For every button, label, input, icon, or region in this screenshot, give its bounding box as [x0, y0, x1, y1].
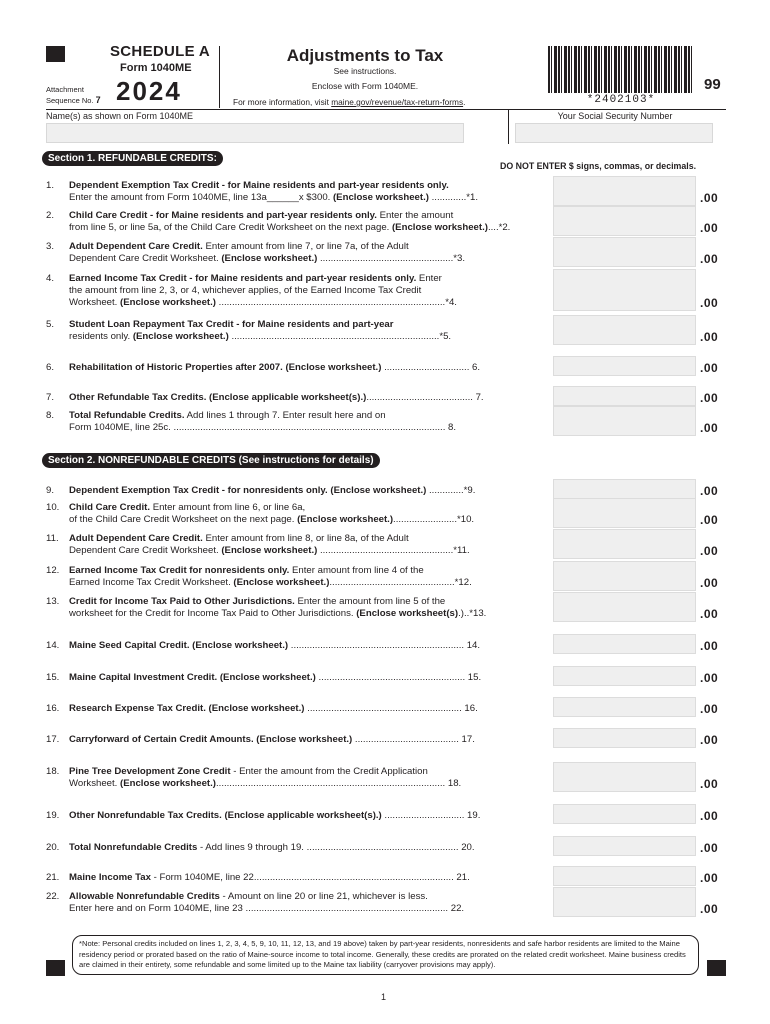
- registration-mark-bottom-left: [46, 960, 65, 976]
- amount-field-line-20[interactable]: [553, 836, 696, 856]
- line-number: 9.: [46, 485, 55, 496]
- line-text: Maine Seed Capital Credit. (Enclose worksheet.) ................................................................. 14.: [69, 640, 481, 651]
- amount-field-line-19[interactable]: [553, 804, 696, 824]
- amount-field-line-7[interactable]: [553, 386, 696, 406]
- barcode: [548, 46, 694, 93]
- line-text: Pine Tree Development Zone Credit - Enter the amount from the Credit Application: [69, 766, 428, 777]
- cents-label: .00: [700, 777, 719, 791]
- names-ssn-divider: [508, 110, 509, 144]
- amount-field-line-2[interactable]: [553, 206, 696, 236]
- line-number: 3.: [46, 241, 55, 252]
- line-text: Adult Dependent Care Credit. Enter amount from line 7, or line 7a, of the Adult: [69, 241, 409, 252]
- revenue-link[interactable]: maine.gov/revenue/tax-return-forms: [331, 97, 464, 107]
- line-text: Worksheet. (Enclose worksheet.) .....................................................................................*4.: [69, 297, 457, 308]
- line-text: of the Child Care Credit Worksheet on the next page. (Enclose worksheet.)........................*10.: [69, 514, 475, 525]
- line-number: 19.: [46, 810, 60, 821]
- ssn-field[interactable]: [515, 123, 713, 143]
- cents-label: .00: [700, 607, 719, 621]
- line-number: 8.: [46, 410, 55, 421]
- line-text: Other Nonrefundable Tax Credits. (Enclose applicable worksheet(s).) .............................. 19.: [69, 810, 481, 821]
- line-number: 7.: [46, 392, 55, 403]
- line-number: 22.: [46, 891, 60, 902]
- line-number: 1.: [46, 180, 55, 191]
- line-text: Enter the amount from Form 1040ME, line 13a______x $300. (Enclose worksheet.) .............*1.: [69, 192, 479, 203]
- cents-label: .00: [700, 809, 719, 823]
- line-text: residents only. (Enclose worksheet.) ..............................................................................*5.: [69, 331, 452, 342]
- line-number: 13.: [46, 596, 60, 607]
- line-text: Total Nonrefundable Credits - Add lines 9 through 19. ......................................................... 20.: [69, 842, 475, 853]
- line-text: Dependent Exemption Tax Credit - for nonresidents only. (Enclose worksheet.) .............*9.: [69, 485, 476, 496]
- cents-label: .00: [700, 513, 719, 527]
- cents-label: .00: [700, 391, 719, 405]
- header-rule: [46, 109, 726, 110]
- attachment-label: Attachment: [46, 85, 84, 94]
- amount-field-line-8[interactable]: [553, 406, 696, 436]
- line-text: Earned Income Tax Credit for nonresidents only. Enter amount from line 4 of the: [69, 565, 424, 576]
- tax-year: 2024: [116, 76, 182, 106]
- line-text: Student Loan Repayment Tax Credit - for Maine residents and part-year: [69, 319, 394, 330]
- line-number: 5.: [46, 319, 55, 330]
- amount-field-line-14[interactable]: [553, 634, 696, 654]
- line-number: 12.: [46, 565, 60, 576]
- see-instructions-text: See instructions.: [333, 66, 397, 76]
- more-info-text: [233, 97, 465, 107]
- amount-field-line-13[interactable]: [553, 592, 696, 622]
- line-text: Adult Dependent Care Credit. Enter amount from line 8, or line 8a, of the Adult: [69, 533, 409, 544]
- amount-field-line-22[interactable]: [553, 887, 696, 917]
- line-number: 18.: [46, 766, 60, 777]
- form-code: 99: [704, 76, 721, 93]
- registration-mark-top-left: [46, 46, 65, 62]
- cents-label: .00: [700, 841, 719, 855]
- page-number: 1: [381, 992, 387, 1002]
- amount-field-line-18[interactable]: [553, 762, 696, 792]
- ssn-label: Your Social Security Number: [557, 111, 673, 121]
- line-text: Child Care Credit - for Maine residents and part-year residents only. Enter the amount: [69, 210, 454, 221]
- line-text: Carryforward of Certain Credit Amounts. (Enclose worksheet.) ....................................... 17.: [69, 734, 475, 745]
- line-text: Dependent Exemption Tax Credit - for Maine residents and part-year residents only.: [69, 180, 449, 191]
- cents-label: .00: [700, 639, 719, 653]
- line-number: 11.: [46, 533, 59, 544]
- amount-field-line-15[interactable]: [553, 666, 696, 686]
- footnote-box: [72, 935, 699, 975]
- line-text: Dependent Care Credit Worksheet. (Enclose worksheet.) ..................................................*11.: [69, 545, 470, 556]
- section2-heading: Section 2. NONREFUNDABLE CREDITS (See instructions for details): [42, 453, 380, 468]
- line-text: Rehabilitation of Historic Properties after 2007. (Enclose worksheet.) ................................ 6.: [69, 362, 481, 373]
- line-text: Enter here and on Form 1040ME, line 23 ............................................................................ 22.: [69, 903, 465, 914]
- more-info-suffix: .: [463, 97, 466, 107]
- amount-field-line-17[interactable]: [553, 728, 696, 748]
- line-text: Total Refundable Credits. Add lines 1 through 7. Enter result here and on: [69, 410, 386, 421]
- line-text: Allowable Nonrefundable Credits - Amount on line 20 or line 21, whichever is less.: [69, 891, 428, 902]
- names-label: Name(s) as shown on Form 1040ME: [46, 111, 194, 121]
- more-info-prefix: For more information, visit: [233, 97, 332, 107]
- no-dollar-signs-note: DO NOT ENTER $ signs, commas, or decimals.: [500, 161, 697, 171]
- cents-label: .00: [700, 484, 719, 498]
- cents-label: .00: [700, 361, 719, 375]
- amount-field-line-6[interactable]: [553, 356, 696, 376]
- enclose-text: Enclose with Form 1040ME.: [311, 81, 419, 91]
- amount-field-line-4[interactable]: [553, 269, 696, 311]
- line-number: 4.: [46, 273, 55, 284]
- line-text: Other Refundable Tax Credits. (Enclose applicable worksheet(s).)........................................ 7.: [69, 392, 484, 403]
- cents-label: .00: [700, 296, 719, 310]
- cents-label: .00: [700, 191, 719, 205]
- line-text: Dependent Care Credit Worksheet. (Enclose worksheet.) ..................................................*3.: [69, 253, 465, 264]
- cents-label: .00: [700, 902, 719, 916]
- schedule-label: SCHEDULE A: [110, 43, 210, 60]
- amount-field-line-12[interactable]: [553, 561, 696, 591]
- sequence-number: 7: [95, 95, 101, 105]
- cents-label: .00: [700, 702, 719, 716]
- line-text: Maine Income Tax - Form 1040ME, line 22........................................................................... 21.: [69, 872, 470, 883]
- line-text: Child Care Credit. Enter amount from line 6, or line 6a,: [69, 502, 306, 513]
- amount-field-line-21[interactable]: [553, 866, 696, 886]
- names-field[interactable]: [46, 123, 464, 143]
- cents-label: .00: [700, 252, 719, 266]
- sequence-label-text: Sequence No.: [46, 96, 94, 105]
- line-text: Earned Income Tax Credit Worksheet. (Enclose worksheet.)...............................................*12.: [69, 577, 472, 588]
- line-number: 6.: [46, 362, 55, 373]
- header-divider: [219, 46, 220, 108]
- cents-label: .00: [700, 733, 719, 747]
- cents-label: .00: [700, 671, 719, 685]
- cents-label: .00: [700, 871, 719, 885]
- footnote-text: *Note: Personal credits included on lines 1, 2, 3, 4, 5, 9, 10, 11, 12, 13, and 19 above) taken by part-year residents, nonresidents and safe harbor residents are limited to the Maine residency period or prorated based on the ratio of Maine-source income to total income. Generally, these credits are prorated on the related credit worksheet. Maine business credits are claimed in their entirety, some refundable and some limited up to the Maine tax liability (carryover provisions may apply).: [79, 939, 686, 969]
- line-number: 10.: [46, 502, 60, 513]
- sequence-label: [46, 96, 101, 105]
- line-text: worksheet for the Credit for Income Tax Paid to Other Jurisdictions. (Enclose worksheet(s).)..*13.: [69, 608, 487, 619]
- barcode-number: *2402103*: [586, 94, 656, 106]
- amount-field-line-10[interactable]: [553, 498, 696, 528]
- line-text: Maine Capital Investment Credit. (Enclose worksheet.) ....................................................... 15.: [69, 672, 482, 683]
- line-text: Form 1040ME, line 25c. ...................................................................................................... 8.: [69, 422, 457, 433]
- form-label: Form 1040ME: [120, 62, 192, 74]
- line-text: Earned Income Tax Credit - for Maine residents and part-year residents only. Enter: [69, 273, 442, 284]
- amount-field-line-16[interactable]: [553, 697, 696, 717]
- line-number: 21.: [46, 872, 60, 883]
- registration-mark-bottom-right: [707, 960, 726, 976]
- amount-field-line-9[interactable]: [553, 479, 696, 499]
- line-number: 16.: [46, 703, 60, 714]
- line-number: 17.: [46, 734, 60, 745]
- amount-field-line-1[interactable]: [553, 176, 696, 206]
- line-text: Credit for Income Tax Paid to Other Jurisdictions. Enter the amount from line 5 of the: [69, 596, 446, 607]
- line-number: 2.: [46, 210, 55, 221]
- cents-label: .00: [700, 421, 719, 435]
- cents-label: .00: [700, 576, 719, 590]
- amount-field-line-5[interactable]: [553, 315, 696, 345]
- cents-label: .00: [700, 330, 719, 344]
- line-number: 14.: [46, 640, 60, 651]
- line-text: Worksheet. (Enclose worksheet.)...................................................................................... 18.: [69, 778, 462, 789]
- amount-field-line-11[interactable]: [553, 529, 696, 559]
- line-text: the amount from line 2, 3, or 4, whichever applies, of the Earned Income Tax Credit: [69, 285, 422, 296]
- form-title: Adjustments to Tax: [286, 46, 444, 65]
- cents-label: .00: [700, 221, 719, 235]
- line-number: 20.: [46, 842, 60, 853]
- cents-label: .00: [700, 544, 719, 558]
- line-number: 15.: [46, 672, 60, 683]
- line-text: Research Expense Tax Credit. (Enclose worksheet.) .......................................................... 16.: [69, 703, 478, 714]
- section1-heading: Section 1. REFUNDABLE CREDITS:: [42, 151, 223, 166]
- amount-field-line-3[interactable]: [553, 237, 696, 267]
- line-text: from line 5, or line 5a, of the Child Care Credit Worksheet on the next page. (Enclose worksheet.)....*2.: [69, 222, 511, 233]
